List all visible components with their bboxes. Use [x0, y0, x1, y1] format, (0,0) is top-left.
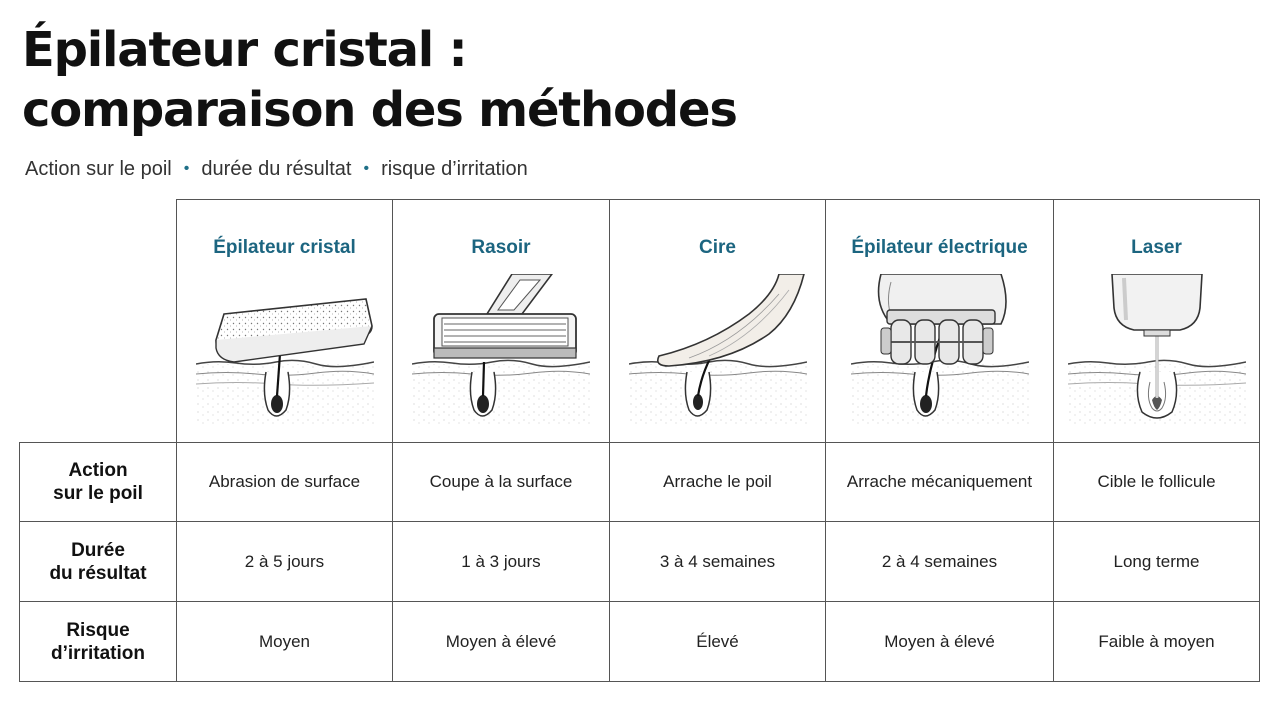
column-header-razor [393, 200, 610, 443]
table-cell: Moyen [177, 602, 393, 682]
method-name: Épilateur électrique [851, 236, 1028, 258]
method-name: Rasoir [471, 236, 531, 258]
wax-strip-on-skin-icon [629, 274, 807, 424]
table-cell: Élevé [610, 602, 826, 682]
table-cell: Faible à moyen [1054, 602, 1260, 682]
separator-dot: • [183, 160, 190, 177]
subtitle-item: risque d’irritation [381, 157, 528, 180]
table-cell: 3 à 4 semaines [610, 522, 826, 602]
row-header [20, 602, 177, 682]
row-header-line: d’irritation [51, 642, 145, 664]
row-header-line: Action [68, 460, 128, 481]
razor-on-skin-icon [412, 274, 590, 424]
subtitle [25, 156, 528, 182]
method-name: Épilateur cristal [213, 236, 356, 258]
comparison-table [19, 199, 1260, 682]
method-name: Cire [699, 236, 736, 258]
crystal-file-on-skin-icon [196, 274, 374, 424]
subtitle-item: Action sur le poil [25, 157, 172, 180]
electric-epilator-on-skin-icon [851, 274, 1029, 424]
column-header-crystal [177, 200, 393, 443]
row-header-line: du résultat [49, 562, 147, 584]
page-title [22, 20, 737, 140]
table-cell: Moyen à élevé [826, 602, 1054, 682]
table-cell: Long terme [1054, 522, 1260, 602]
title-line-1: Épilateur cristal : [22, 22, 467, 78]
table-row [20, 443, 1260, 522]
row-header-line: Risque [66, 619, 130, 641]
row-header [20, 443, 177, 522]
corner-cell [20, 200, 177, 443]
column-header-electric [826, 200, 1054, 443]
table-cell: 1 à 3 jours [393, 522, 610, 602]
table-cell: Cible le follicule [1054, 443, 1260, 522]
table-cell: Coupe à la surface [393, 443, 610, 522]
table-cell: Arrache le poil [610, 443, 826, 522]
row-header [20, 522, 177, 602]
table-cell: Moyen à élevé [393, 602, 610, 682]
table-cell: 2 à 4 semaines [826, 522, 1054, 602]
table-row [20, 522, 1260, 602]
table-cell: Arrache mécaniquement [826, 443, 1054, 522]
table-cell: 2 à 5 jours [177, 522, 393, 602]
table-row [20, 602, 1260, 682]
laser-on-follicle-icon [1068, 274, 1246, 424]
method-name: Laser [1131, 236, 1182, 258]
title-line-2: comparaison des méthodes [22, 82, 737, 138]
row-header-line: sur le poil [53, 483, 143, 504]
column-header-wax [610, 200, 826, 443]
column-header-laser [1054, 200, 1260, 443]
row-header-line: Durée [71, 539, 125, 561]
subtitle-item: durée du résultat [201, 157, 352, 180]
table-cell: Abrasion de surface [177, 443, 393, 522]
separator-dot: • [363, 160, 370, 177]
